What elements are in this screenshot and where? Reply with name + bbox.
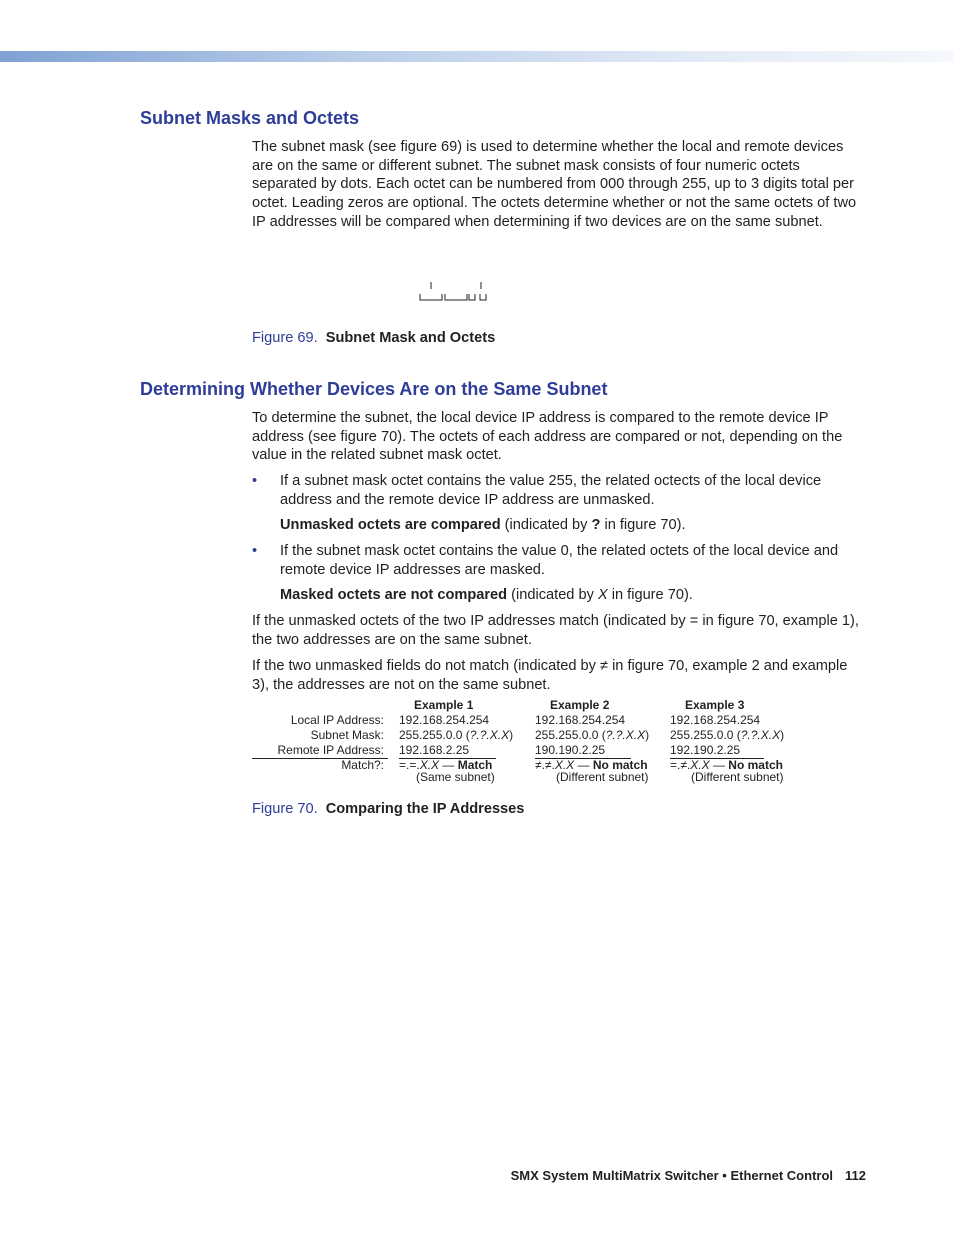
- example-2-note: (Different subnet): [556, 770, 649, 784]
- row-label-match: Match?:: [341, 758, 384, 772]
- example-1-note: (Same subnet): [416, 770, 495, 784]
- masked-note-bold: Masked octets are not compared: [280, 587, 508, 603]
- figure-69-caption: [252, 330, 495, 346]
- section-heading-subnet-masks: Subnet Masks and Octets: [140, 108, 360, 128]
- bullet-masked: [252, 542, 868, 579]
- page-footer: [511, 1168, 866, 1183]
- figure-70-caption: [252, 801, 524, 817]
- figure-69-title: Subnet Mask and Octets: [325, 330, 496, 346]
- match-paragraph: If the unmasked octets of the two IP addresses match (indicated by = in figure 70, example 1), the two addresses are on the same subnet.: [252, 613, 859, 648]
- subnet-mask-paragraph: The subnet mask (see figure 69) is used to determine whether the local and remote devices are on the same or different subnet. The subnet mask consists of four numeric octets separated by dots. Each octet can be numbered from 000 through 255, up to 3 digits total per octet. Leading zeros are optional. The octets determine whether or not the same octets of two IP addresses will be compared when determining if two devices are on the same subnet.: [252, 139, 857, 230]
- example-2-mask: 255.255.0.0 (?.?.X.X): [535, 728, 650, 742]
- nomatch-paragraph: If the two unmasked fields do not match (indicated by ≠ in figure 70, example 2 and example 3), the addresses are not on the same subnet.: [252, 658, 848, 693]
- example-2-local-ip: 192.168.254.254: [535, 713, 626, 727]
- example-3-mask-value: 255.255.0.0: [670, 728, 734, 742]
- example-2-match-result: No match: [592, 758, 648, 772]
- same-subnet-intro: To determine the subnet, the local device IP address is compared to the remote device IP address (see figure 70). The octets of each address are compared or not, depending on the value in the related subnet mask octet.: [252, 410, 843, 464]
- bullet-icon: •: [252, 473, 258, 489]
- header-band: [0, 51, 954, 62]
- unmasked-note-bold: Unmasked octets are compared: [280, 517, 501, 533]
- example-1-match-symbols: =.=.: [399, 758, 420, 772]
- masked-symbol: X: [597, 587, 608, 603]
- unmasked-note: [280, 516, 686, 535]
- page-number: 112: [845, 1168, 866, 1183]
- example-2-mask-value: 255.255.0.0: [535, 728, 599, 742]
- unmasked-symbol: ?: [591, 517, 601, 533]
- example-2-mask-code: ?.?.X.X: [605, 728, 646, 742]
- example-3-match-symbols: =.≠.: [670, 758, 691, 772]
- example-1-match-result: Match: [457, 758, 493, 772]
- example-1-remote-ip: 192.168.2.25: [399, 743, 470, 757]
- masked-note-pre: (indicated by: [507, 587, 598, 603]
- example-1-header: Example 1: [414, 698, 474, 712]
- bullet-unmasked: [252, 472, 868, 509]
- unmasked-note-post: in figure 70).: [600, 517, 686, 533]
- footer-title: SMX System MultiMatrix Switcher • Ethernet Control: [510, 1168, 834, 1183]
- example-2-match-xx: X.X: [554, 758, 575, 772]
- example-1-match-xx: X.X: [419, 758, 440, 772]
- example-3-match-xx: X.X: [690, 758, 710, 772]
- example-3-mask-code: ?.?.X.X: [740, 728, 781, 742]
- bullet-masked-text: If the subnet mask octet contains the value 0, the related octets of the local device and remote device IP addresses are masked.: [280, 543, 839, 578]
- example-3-match-result: No match: [728, 758, 783, 772]
- unmasked-note-pre: (indicated by: [500, 517, 592, 533]
- example-1-mask-value: 255.255.0.0: [399, 728, 463, 742]
- figure-70-title: Comparing the IP Addresses: [325, 801, 525, 817]
- example-1-mask: 255.255.0.0 (?.?.X.X): [399, 728, 514, 742]
- bullet-unmasked-text: If a subnet mask octet contains the value 255, the related octects of the local device address and the remote device IP address are unmasked.: [280, 473, 822, 508]
- row-label-rule: [252, 758, 388, 759]
- subnet-mask-diagram: [418, 280, 490, 304]
- example-2-remote-ip: 190.190.2.25: [535, 743, 606, 757]
- section-heading-same-subnet: Determining Whether Devices Are on the Same Subnet: [140, 379, 608, 399]
- figure-69-number: Figure 69.: [252, 330, 318, 346]
- example-3-match: =.≠.X.X — No match: [670, 758, 783, 772]
- example-2-match: ≠.≠.X.X — No match: [535, 758, 648, 772]
- masked-note-post: in figure 70).: [607, 587, 693, 603]
- example-1-match: =.=.X.X — Match: [399, 758, 493, 772]
- bullet-icon: •: [252, 543, 258, 559]
- row-label-local: Local IP Address:: [290, 713, 384, 727]
- masked-note: [280, 586, 693, 605]
- example-2-header: Example 2: [550, 698, 610, 712]
- example-3-local-ip: 192.168.254.254: [670, 713, 761, 727]
- example-1-mask-code: ?.?.X.X: [469, 728, 510, 742]
- example-3-note: (Different subnet): [691, 770, 784, 784]
- example-3-mask: 255.255.0.0 (?.?.X.X): [670, 728, 785, 742]
- example-3-header: Example 3: [685, 698, 745, 712]
- row-label-mask: Subnet Mask:: [310, 728, 384, 742]
- example-3-remote-ip: 192.190.2.25: [670, 743, 741, 757]
- example-2-match-symbols: ≠.≠.: [535, 758, 555, 772]
- figure-70-number: Figure 70.: [252, 801, 318, 817]
- example-1-local-ip: 192.168.254.254: [399, 713, 490, 727]
- row-label-remote: Remote IP Address:: [277, 743, 384, 757]
